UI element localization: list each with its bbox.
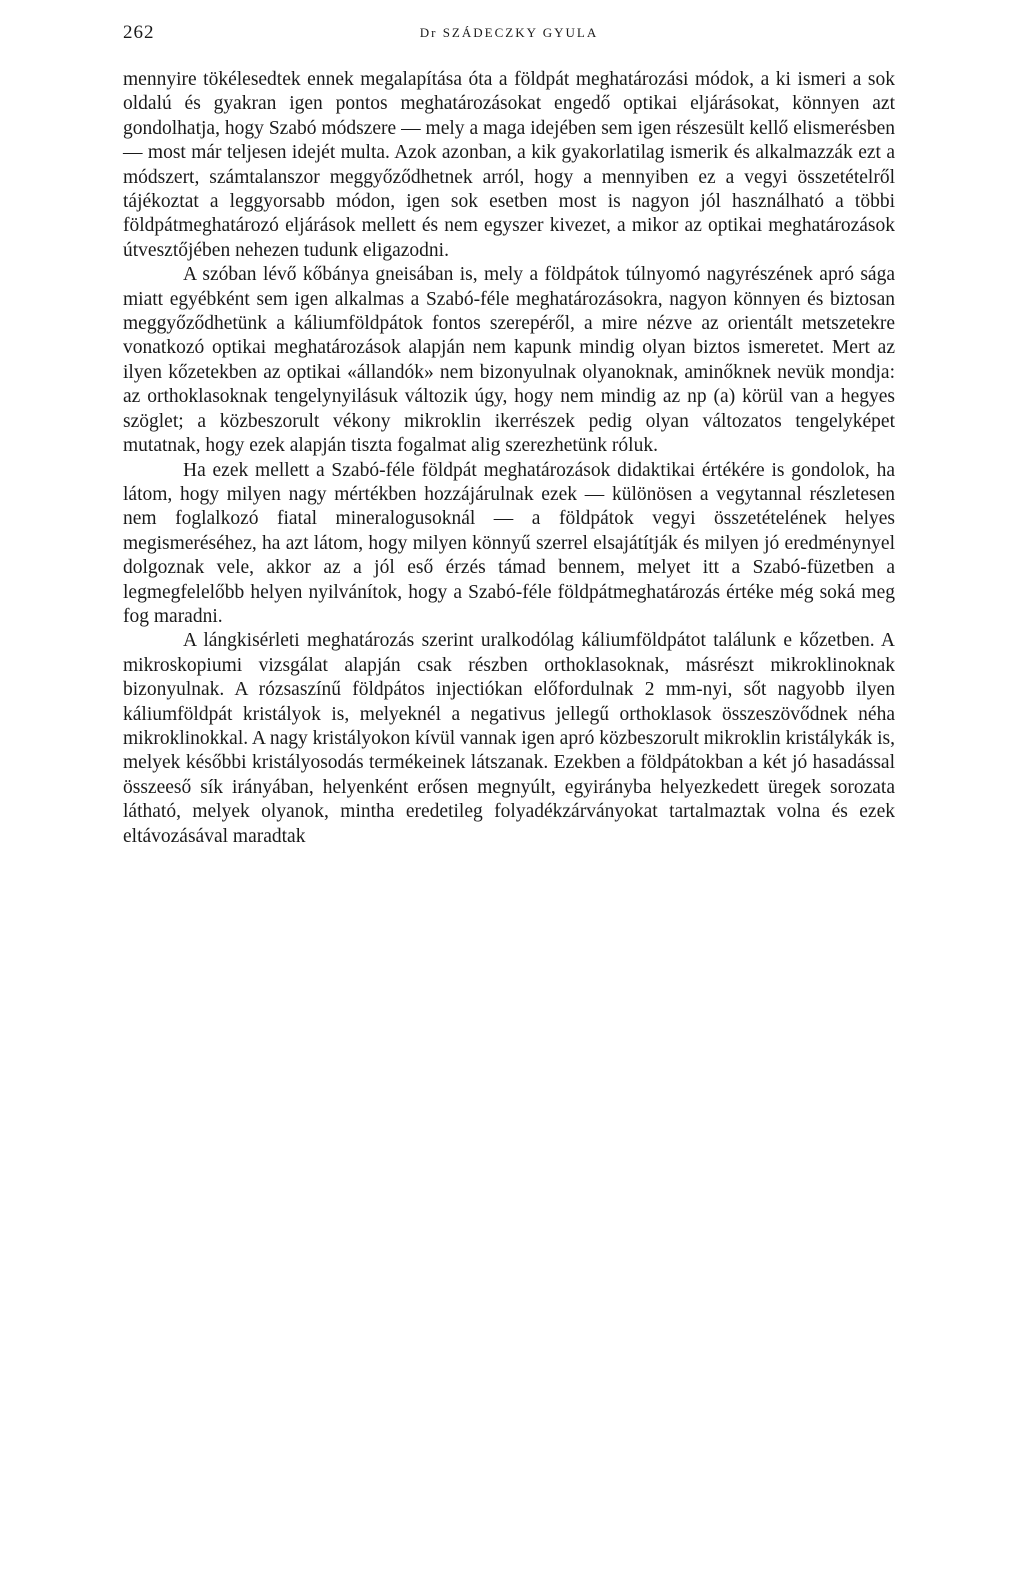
running-head [123,22,895,46]
body-text [123,68,895,849]
paragraph-2: A szóban lévő kőbánya gneisában is, mely a földpátok túlnyomó nagyrészének apró sága miatt egyébként sem igen alkalmas a Szabó-féle meghatározásokra, nagyon könnyen és biztosan meggyőződhetünk a káliumföldpátok fontos szerepéről, a mire nézve az orientált metszetekre vonatkozó optikai meghatározások alapján nem kapunk mindig olyan biztos ismeretet. Mert az ilyen kőzetekben az optikai «állandók» nem bizonyulnak olyanoknak, aminőknek nevük mondja: az orthoklasoknak tengelynyilásuk változik úgy, hogy nem mindig az np (a) körül van a hegyes szöglet; a közbeszorult vékony mikroklin ikerrészek pedig olyan változatos tengelyképet mutatnak, hogy ezek alapján tiszta fogalmat alig szerezhetünk róluk. [123,264,895,457]
running-title: Dr SZÁDECZKY GYULA [419,25,599,40]
paragraph-1: mennyire tökélesedtek ennek megalapítása óta a földpát meghatározási módok, a ki ismeri a sok oldalú és gyakran igen pontos meghatározásokat engedő optikai eljárásokat, könnyen azt gondolhatja, hogy Szabó módszere — mely a maga idejében sem igen részesült kellő elismerésben — most már teljesen idejét multa. Azok azonban, a kik gyakorlatilag ismerik és alkalmazzák ezt a módszert, számtalanszor meggyőződhetnek arról, hogy a mennyiben ez a vegyi összetételről tájékoztat a leggyorsabb módon, igen sok esetben most is nagyon jól használható a többi földpátmeghatározó eljárások mellett és nem egyszer kivezet, a mikor az optikai meghatározások útvesztőjében nehezen tudunk eligazodni. [123,69,895,261]
page-number: 262 [123,22,155,43]
paragraph-4: A lángkisérleti meghatározás szerint uralkodólag káliumföldpátot találunk e kőzetben. A mikroskopiumi vizsgálat alapján csak részben orthoklasoknak, másrészt mikroklinoknak bizonyulnak. A rózsaszínű földpátos injectiókan előfordulnak 2 mm-nyi, sőt nagyobb ilyen káliumföldpát kristályok is, melyeknél a negativus jellegű orthoklasok összeszövődnek néha mikroklinokkal. A nagy kristályokon kívül vannak igen apró közbeszorult mikroklin kristálykák is, melyek későbbi kristályosodás termékeinek látszanak. Ezekben a földpátokban a két jó hasadással összeeső sík irányában, helyenként erősen megnyúlt, egyirányba helyezkedett üregek sorozata látható, melyek olyanok, mintha eredetileg folyadékzárványokat tartalmaztak volna és ezek eltávozásával maradtak [123,630,895,847]
paragraph-3: Ha ezek mellett a Szabó-féle földpát meghatározások didaktikai értékére is gondolok, ha látom, hogy milyen nagy mértékben hozzájárulnak ezek — különösen a vegytannal részletesen nem foglalkozó fiatal mineralogusoknál — a földpátok vegyi összetételének helyes megismeréséhez, ha azt látom, hogy milyen könnyű szerrel elsajátítják és milyen jó eredménynyel dolgoznak vele, akkor az a jól eső érzés támad bennem, melyet itt a Szabó-füzetben a legmegfelelőbb helyen nyilvánítok, hogy a Szabó-féle földpátmeghatározás értéke még soká meg fog maradni. [123,459,895,627]
